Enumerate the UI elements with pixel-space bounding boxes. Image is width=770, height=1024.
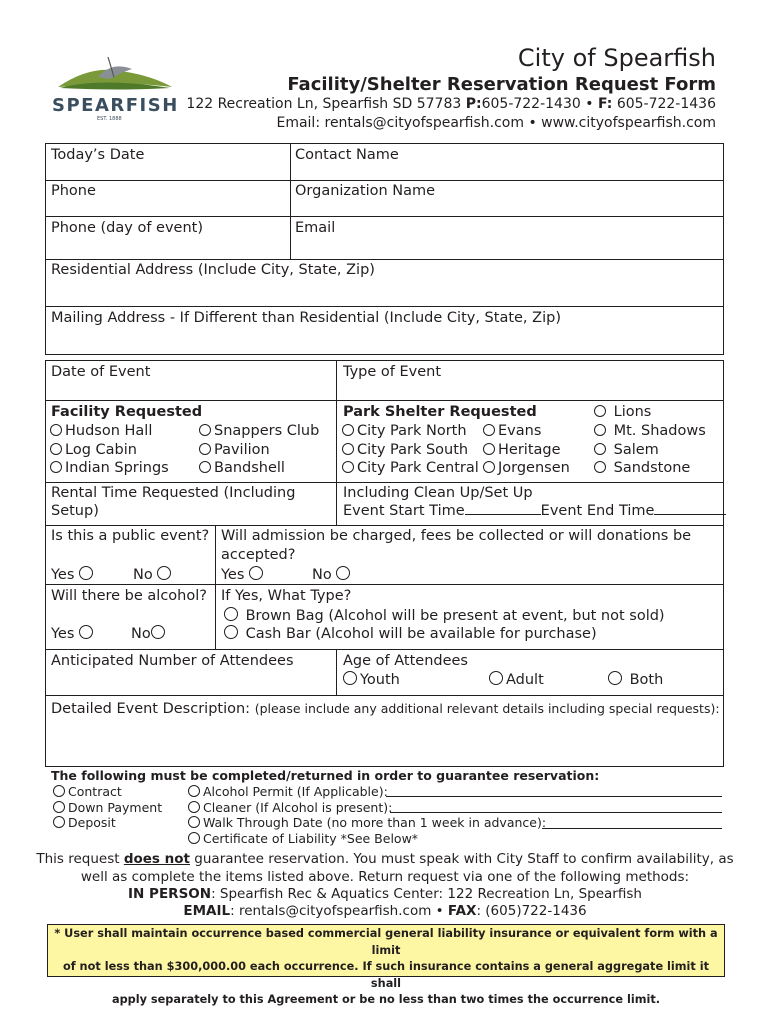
radio-circle-icon[interactable]	[336, 566, 350, 580]
shelter-label: City Park Central	[357, 460, 479, 476]
radio-circle-icon[interactable]	[483, 443, 495, 455]
radio-circle-icon[interactable]	[483, 424, 495, 436]
brown-bag-label: Brown Bag (Alcohol will be present at event, but not sold)	[245, 608, 665, 624]
organization-field[interactable]: Organization Name	[295, 183, 436, 199]
radio-circle-icon[interactable]	[50, 461, 62, 473]
requirement-label: Cleaner (If Alcohol is present):	[203, 800, 393, 815]
requirements-heading: The following must be completed/returned in order to guarantee reservation:	[51, 768, 600, 783]
facility-label: Snappers Club	[214, 423, 320, 439]
radio-circle-icon[interactable]	[151, 625, 165, 639]
radio-circle-icon[interactable]	[188, 832, 200, 844]
brown-bag-option[interactable]	[224, 607, 665, 624]
shelter-heading: Park Shelter Requested	[343, 404, 537, 420]
cash-bar-option[interactable]	[224, 625, 597, 642]
yes-label: Yes	[221, 567, 245, 583]
insurance-line-3: apply separately to this Agreement or be no less than two times the occurrence limit.	[111, 993, 661, 1006]
facility-label: Bandshell	[214, 460, 285, 476]
phone-field[interactable]: Phone	[51, 183, 96, 199]
shelter-label: City Park South	[357, 442, 469, 458]
shelter-option[interactable]	[342, 442, 468, 458]
disclaimer-line-1	[0, 851, 770, 867]
radio-circle-icon[interactable]	[342, 461, 354, 473]
fax-label: FAX	[447, 903, 477, 919]
radio-circle-icon[interactable]	[483, 461, 495, 473]
radio-circle-icon[interactable]	[199, 461, 211, 473]
requirement-item[interactable]	[188, 831, 418, 846]
disclaimer-line-2: well as complete the items listed above. Return request via one of the following methods:	[80, 869, 690, 885]
alcohol-question: Will there be alcohol?	[51, 588, 207, 604]
walkthrough-line[interactable]	[542, 828, 722, 829]
mailing-address-field[interactable]: Mailing Address - If Different than Residential (Include City, State, Zip)	[51, 310, 561, 326]
footer-fax: : (605)722-1436	[476, 903, 587, 919]
radio-circle-icon[interactable]	[224, 625, 238, 639]
description-label: Detailed Event Description:	[51, 701, 251, 717]
radio-circle-icon[interactable]	[53, 816, 65, 828]
description-field[interactable]	[51, 701, 720, 717]
admission-no[interactable]	[312, 566, 353, 583]
admission-question: Will admission be charged, fees be collected or will donations be	[221, 528, 692, 544]
start-time-input[interactable]	[465, 514, 541, 515]
radio-circle-icon[interactable]	[53, 785, 65, 797]
residential-address-field[interactable]: Residential Address (Include City, State, Zip)	[51, 262, 375, 278]
shelter-label: Jorgensen	[498, 460, 570, 476]
facility-option[interactable]	[199, 460, 285, 476]
facility-option[interactable]	[199, 442, 270, 458]
shelter-option[interactable]	[342, 423, 467, 439]
header-fax: 605-722-1436	[616, 96, 716, 112]
radio-circle-icon[interactable]	[224, 607, 238, 621]
requirement-item[interactable]	[188, 784, 388, 799]
alcohol-permit-line[interactable]	[386, 796, 722, 797]
cash-bar-label: Cash Bar (Alcohol will be available for purchase)	[245, 626, 597, 642]
header-email: Email: rentals@cityofspearfish.com • www.cityofspearfish.com	[276, 115, 716, 131]
radio-circle-icon[interactable]	[199, 424, 211, 436]
requirement-label: Alcohol Permit (If Applicable):	[203, 784, 388, 799]
radio-circle-icon[interactable]	[608, 671, 622, 685]
rental-time-label-2: Setup)	[51, 503, 99, 519]
facility-option[interactable]	[50, 442, 137, 458]
shelter-option[interactable]	[483, 423, 541, 439]
shelter-label: Lions	[613, 404, 652, 420]
age-label: Youth	[360, 672, 400, 688]
age-label: Adult	[506, 672, 544, 688]
cleaner-line[interactable]	[390, 812, 722, 813]
radio-circle-icon[interactable]	[594, 424, 606, 436]
radio-circle-icon[interactable]	[343, 671, 357, 685]
facility-label: Pavilion	[214, 442, 270, 458]
radio-circle-icon[interactable]	[157, 566, 171, 580]
shelter-option[interactable]	[594, 460, 690, 476]
phone-day-field[interactable]: Phone (day of event)	[51, 220, 204, 236]
contact-name-field[interactable]: Contact Name	[295, 147, 399, 163]
facility-label: Indian Springs	[65, 460, 169, 476]
facility-heading: Facility Requested	[51, 404, 203, 420]
footer-email: : rentals@cityofspearfish.com •	[230, 903, 448, 919]
alcohol-yes[interactable]	[51, 625, 96, 642]
in-person-line	[0, 886, 770, 902]
alcohol-type-question: If Yes, What Type?	[221, 588, 352, 604]
facility-option[interactable]	[50, 423, 152, 439]
radio-circle-icon[interactable]	[199, 443, 211, 455]
email-fax-line	[0, 903, 770, 919]
yes-label: Yes	[51, 626, 75, 642]
in-person-address: : Spearfish Rec & Aquatics Center: 122 Recreation Ln, Spearfish	[211, 886, 642, 902]
admission-yes[interactable]	[221, 566, 266, 583]
shelter-label: Heritage	[498, 442, 561, 458]
radio-circle-icon[interactable]	[53, 801, 65, 813]
city-title: City of Spearfish	[517, 44, 716, 72]
radio-circle-icon[interactable]	[79, 625, 93, 639]
public-no[interactable]	[133, 566, 174, 583]
public-event-question: Is this a public event?	[51, 528, 210, 544]
disclaimer-post: guarantee reservation. You must speak with City Staff to confirm availability, as	[190, 851, 734, 867]
header-address: 122 Recreation Ln, Spearfish SD 57783	[186, 96, 466, 112]
header-phone: 605-722-1430	[481, 96, 581, 112]
radio-circle-icon[interactable]	[489, 671, 503, 685]
shelter-option[interactable]	[342, 460, 479, 476]
radio-circle-icon[interactable]	[594, 461, 606, 473]
requirement-label: Certificate of Liability *See Below*	[203, 831, 419, 846]
phone-label: P:	[465, 96, 482, 112]
radio-circle-icon[interactable]	[594, 443, 606, 455]
shelter-label: Sandstone	[613, 460, 691, 476]
radio-circle-icon[interactable]	[50, 443, 62, 455]
requirement-item[interactable]	[188, 800, 392, 815]
shelter-option[interactable]	[594, 404, 651, 420]
disclaimer-emph: does not	[123, 851, 190, 867]
yes-label: Yes	[51, 567, 75, 583]
date-of-event-field[interactable]: Date of Event	[51, 364, 151, 380]
event-times	[343, 503, 726, 519]
attendees-field[interactable]: Anticipated Number of Attendees	[51, 653, 294, 669]
radio-circle-icon[interactable]	[188, 816, 200, 828]
radio-circle-icon[interactable]	[188, 801, 200, 813]
age-option[interactable]	[343, 671, 400, 688]
fax-label: F:	[597, 96, 613, 112]
admission-question-2: accepted?	[221, 547, 296, 563]
requirement-label: Walk Through Date (no more than 1 week in advance):	[203, 815, 547, 830]
age-option[interactable]	[489, 671, 544, 688]
insurance-line-1: * User shall maintain occurrence based commercial general liability insurance or equivalent form with a limit	[54, 927, 718, 957]
insurance-line-2: of not less than $300,000.00 each occurrence. If such insurance contains a general aggregate limit it shall	[62, 960, 710, 990]
shelter-option[interactable]	[594, 442, 659, 458]
radio-circle-icon[interactable]	[249, 566, 263, 580]
description-note: (please include any additional relevant details including special requests):	[254, 701, 720, 716]
age-label: Both	[629, 672, 664, 688]
email-field[interactable]: Email	[295, 220, 336, 236]
disclaimer-pre: This request	[36, 851, 124, 867]
shelter-option[interactable]	[483, 442, 561, 458]
alcohol-no[interactable]	[131, 625, 168, 642]
radio-circle-icon[interactable]	[342, 424, 354, 436]
requirement-item[interactable]	[188, 815, 546, 830]
radio-circle-icon[interactable]	[50, 424, 62, 436]
requirement-item[interactable]	[53, 784, 122, 799]
start-time-label: Event Start Time	[343, 503, 465, 519]
radio-circle-icon[interactable]	[594, 405, 606, 417]
facility-label: Hudson Hall	[65, 423, 153, 439]
radio-circle-icon[interactable]	[79, 566, 93, 580]
logo-est: EST. 1888	[97, 116, 122, 122]
shelter-label: City Park North	[357, 423, 467, 439]
end-time-input[interactable]	[654, 514, 726, 515]
end-time-label: Event End Time	[540, 503, 655, 519]
shelter-option[interactable]	[594, 423, 706, 439]
cleanup-label: Including Clean Up/Set Up	[343, 485, 533, 501]
form-title: Facility/Shelter Reservation Request Form	[287, 74, 716, 95]
shelter-label: Mt. Shadows	[613, 423, 706, 439]
no-label: No	[312, 567, 332, 583]
header-address-line	[186, 96, 716, 112]
insurance-notice	[47, 924, 725, 1006]
no-label: No	[131, 626, 151, 642]
no-label: No	[133, 567, 153, 583]
requirement-label: Contract	[68, 784, 122, 799]
public-yes[interactable]	[51, 566, 96, 583]
bullet: •	[585, 96, 594, 112]
in-person-label: IN PERSON	[128, 886, 212, 902]
rental-time-label: Rental Time Requested (Including	[51, 485, 296, 501]
facility-option[interactable]	[199, 423, 319, 439]
todays-date-field[interactable]: Today’s Date	[51, 147, 145, 163]
requirement-label: Deposit	[68, 815, 116, 830]
age-option[interactable]	[608, 671, 663, 688]
age-heading: Age of Attendees	[343, 653, 468, 669]
requirement-item[interactable]	[53, 800, 162, 815]
email-label: EMAIL	[183, 903, 231, 919]
radio-circle-icon[interactable]	[342, 443, 354, 455]
radio-circle-icon[interactable]	[188, 785, 200, 797]
shelter-label: Evans	[498, 423, 542, 439]
logo-text: SPEARFISH	[52, 95, 179, 116]
shelter-option[interactable]	[483, 460, 570, 476]
facility-label: Log Cabin	[65, 442, 137, 458]
requirement-item[interactable]	[53, 815, 116, 830]
type-of-event-field[interactable]: Type of Event	[343, 364, 442, 380]
shelter-label: Salem	[613, 442, 659, 458]
facility-option[interactable]	[50, 460, 169, 476]
requirement-label: Down Payment	[68, 800, 163, 815]
